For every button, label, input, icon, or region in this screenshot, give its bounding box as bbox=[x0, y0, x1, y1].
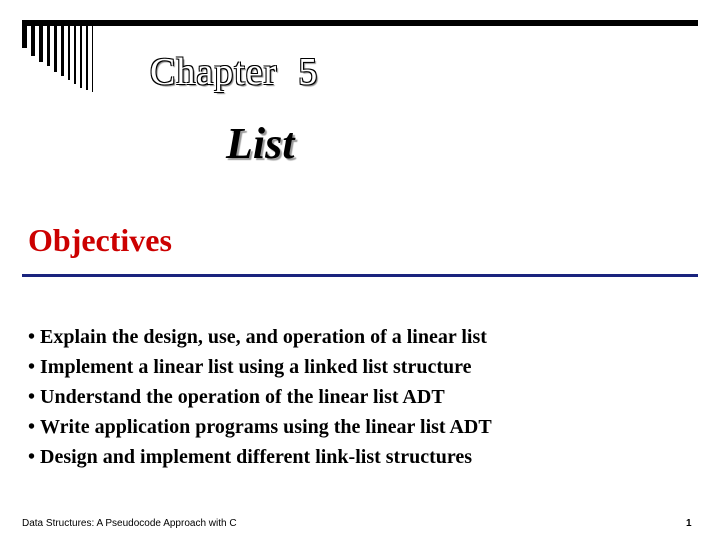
objectives-list bbox=[28, 322, 492, 472]
objective-item: • Write application programs using the linear list ADT bbox=[28, 412, 492, 442]
objective-item: • Explain the design, use, and operation of a linear list bbox=[28, 322, 492, 352]
objective-item: • Understand the operation of the linear list ADT bbox=[28, 382, 492, 412]
slide-title: List bbox=[226, 119, 295, 168]
objective-item: • Implement a linear list using a linked list structure bbox=[28, 352, 492, 382]
top-rule bbox=[22, 20, 698, 26]
objective-item: • Design and implement different link-list structures bbox=[28, 442, 492, 472]
footer-text: Data Structures: A Pseudocode Approach with C bbox=[22, 518, 237, 529]
chapter-title: Chapter 5 bbox=[150, 51, 319, 93]
page-number: 1 bbox=[686, 518, 692, 529]
objectives-heading: Objectives bbox=[28, 222, 172, 258]
heading-divider bbox=[22, 274, 698, 277]
